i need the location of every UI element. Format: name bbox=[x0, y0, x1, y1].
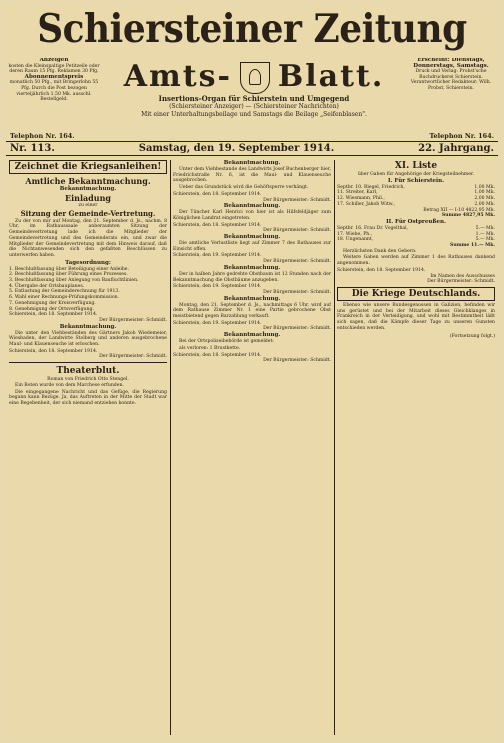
column-rule bbox=[334, 160, 335, 735]
donor-name: 17. Wiehe, Ph., bbox=[337, 231, 373, 237]
meeting-text: Zu der von mir auf Montag, den 21. September d. Js., nachm. 8 Uhr, im Rathaussaale anberaumten Sitzung der Gemeindevertretung lade ich die Mitglieder der Gemeindevertretung und des Gemeinderats ein, und zwar die Mitglieder der Gemeindevertretung mit dem Hinweis darauf, daß die Nichtanwesenden sich den gefaßten Beschlüssen zu unterwerfen haben. bbox=[9, 218, 167, 258]
donor-amount: 2,00 Mk. bbox=[474, 201, 495, 207]
signature: Der Bürgermeister: Schmidt. bbox=[263, 289, 331, 295]
notice-text: Unter dem Viehbestande des Landwirts Josef Buchenberger hier, Friedrichstraße Nr. 6, ist die Maul- und Klauenseuche ausgebrochen. bbox=[173, 167, 331, 184]
masthead-title: Schiersteiner Zeitung bbox=[37, 6, 467, 52]
total: Summe 11.— Mk. bbox=[450, 243, 495, 249]
publication-days: Erscheint: Dienstags, Donnerstags, Samstags. bbox=[413, 58, 489, 69]
donation-list-heading: XI. Liste bbox=[394, 161, 438, 171]
signature: Der Bürgermeister: Schmidt. bbox=[263, 228, 331, 234]
signature: Der Bürgermeister: Schmidt. bbox=[99, 354, 167, 360]
donation-list-1 bbox=[337, 185, 495, 208]
ads-text: kosten die Kleinspaltige Petitzeile oder deren Raum 15 Pfg. Reklamen 30 Pfg. bbox=[8, 63, 100, 75]
meeting-heading: Sitzung der Gemeinde-Vertretung. bbox=[20, 208, 156, 218]
serial-text: Ein Boten wurde von dem Marchese erfunden. bbox=[15, 382, 124, 388]
dateline bbox=[6, 141, 498, 156]
war-loan-headline: Zeichnet die Kriegsanleihen! bbox=[9, 160, 167, 174]
signature-date: Schierstein, den 18. September 1914. bbox=[337, 267, 426, 273]
serial-author: Roman von Friedrich Otto Stengel. bbox=[47, 377, 129, 383]
telephone-left: Telephon Nr. 164. bbox=[10, 132, 75, 140]
amtsblatt-subtitle3: Mit einer Unterhaltungsbeilage und Samstags die Beilage „Seifenblasen". bbox=[141, 111, 367, 118]
signature-date: Schierstein, den 18. September 1914. bbox=[173, 191, 262, 197]
notice-heading: Bekanntmachung. bbox=[223, 234, 281, 241]
notice-text: Die unter den Viehbeständen des Gärtners Jakob Wiedemeier, Wiesbaden, der Landwirte Stolberg und anderen ausgebrochene Maul- und Klauenseuche ist erloschen. bbox=[9, 330, 167, 348]
signature: Der Bürgermeister: Schmidt. bbox=[263, 326, 331, 332]
war-article-text: Ebenso wie unsere Bundesgenossen in Galizien, befinden wir uns gerüstet und bei der Mitarbeit dieses Gleichklanges in Frankreich in der Verteidigung, und wohl mit Bestimmtheit läßt sich sagen, daß die Kämpfe dieser Tage zu unseren Gunsten entschieden werden. bbox=[337, 302, 495, 331]
publisher-box bbox=[406, 58, 496, 130]
amtsblatt-subtitle: Insertions-Organ für Schierstein und Umgegend bbox=[158, 94, 350, 103]
amtsblatt-word2: Blatt. bbox=[277, 59, 385, 94]
notice-text: Die amtliche Verlustliste liegt auf Zimmer 7 des Rathauses zur Einsicht offen. bbox=[173, 241, 331, 252]
notice-heading: Bekanntmachung. bbox=[223, 332, 281, 339]
notice-text: als verloren: 1 Brustkette. bbox=[179, 345, 241, 351]
agenda-item: 2. Beschlußfassung über Führung eines Prozesses. bbox=[9, 272, 128, 278]
signature-date: Schierstein, den 19. September 1914. bbox=[173, 253, 262, 259]
donor-amount: 1,00 Mk. bbox=[474, 190, 495, 196]
notice-text: Der Tüncher Karl Henrici von hier ist als Hilfsfeldjäger zum Königlichen Landrat eingetreten. bbox=[173, 210, 331, 221]
editor-info: Verantwortlicher Redakteur: Wilh. Probst, Schierstein. bbox=[410, 80, 492, 91]
issue-number: Nr. 113. bbox=[10, 143, 55, 154]
donor-name: Septbr. 10. Riegel, Friedrich, bbox=[337, 184, 405, 190]
donor-name: 17. Schiller, Jakob Witw., bbox=[337, 201, 395, 207]
continued-note: (Fortsetzung folgt.) bbox=[449, 334, 495, 340]
agenda-item: 4. Übergabe der Ortsbauplanes. bbox=[9, 283, 85, 289]
column-1 bbox=[9, 160, 167, 735]
amtsblatt-subtitle2: (Schiersteiner Anzeiger) — (Schiersteiner Nachrichten) bbox=[169, 103, 339, 110]
donation-list-sub: über Gaben für Angehörige der Kriegsteilnehmer. bbox=[357, 172, 475, 177]
notice-heading: Bekanntmachung. bbox=[223, 203, 281, 210]
serial-text: Die eingegangene Nachricht und das Gefüge, die Regierung begann kann Bezüge. Ja, das Auftreten in der Mitte der Stadt war eine Begebenheit, der sich niemand entziehen konnte. bbox=[9, 389, 167, 406]
notice-text: Bei der Ortspolizeibehörde ist gemeldet: bbox=[179, 339, 274, 345]
agenda-item: 8. Genehmigung der Ortsverfügung. bbox=[9, 306, 94, 312]
subscription-heading: Abonnementspreis bbox=[24, 73, 84, 80]
ads-heading: Anzeigen bbox=[39, 58, 69, 63]
column-2 bbox=[173, 160, 331, 735]
donation-list-2 bbox=[337, 226, 495, 243]
signature-date: Schierstein, den 18. September 1914. bbox=[9, 348, 98, 354]
thanks-text: Herzlichsten Dank den Gebern. bbox=[343, 248, 417, 254]
newspaper-page bbox=[6, 4, 498, 739]
telephone-right: Telephon Nr. 164. bbox=[429, 132, 494, 140]
total: Summe 4827,95 Mk. bbox=[441, 213, 495, 219]
donor-name: 12. Wiesmann, Phil., bbox=[337, 196, 385, 202]
notice-text: Weitere Gaben werden auf Zimmer 1 des Rathauses dankend angenommen. bbox=[337, 255, 495, 267]
volume-year: 22. Jahrgang. bbox=[418, 143, 494, 154]
donor-amount: 5.— Mk. bbox=[475, 225, 495, 231]
notice-text: Montag, den 21. September d. Js., nachmittags 6 Uhr, wird auf dem Rathause Zimmer Nr. 1 eine Partie gebrochene Obst meistbietend gegen Barzahlung verkauft. bbox=[173, 302, 331, 320]
agenda-list bbox=[9, 267, 167, 313]
price-box bbox=[8, 58, 100, 130]
signature: Der Bürgermeister: Schmidt. bbox=[263, 358, 331, 364]
notice-heading: Bekanntmachung. bbox=[59, 186, 117, 192]
serial-title: Theaterblut. bbox=[56, 366, 120, 377]
issue-date: Samstag, den 19. September 1914. bbox=[138, 143, 335, 154]
signature: Der Bürgermeister: Schmidt. bbox=[99, 317, 167, 323]
signature: Im Namen des Ausschusses bbox=[430, 273, 495, 279]
subtotal: Betrag XII — I-10 4822,95 Mk. bbox=[423, 207, 495, 213]
donor-amount: 2,00 Mk. bbox=[474, 196, 495, 202]
donor-amount: 1,00 Mk. bbox=[474, 184, 495, 190]
signature: Der Bürgermeister: Schmidt. bbox=[427, 279, 495, 285]
subscription-text: monatlich 50 Pfg., mit Bringerlohn 55 Pfg. Durch die Post bezogen vierteljährlich 1.50 Mk. ausschl. Bestellgeld. bbox=[9, 80, 99, 103]
signature: Der Bürgermeister: Schmidt. bbox=[263, 259, 331, 265]
donation-section: I. Für Schierstein. bbox=[388, 177, 444, 184]
coat-of-arms-icon bbox=[240, 62, 270, 94]
agenda-item: 1. Beschlußfassung über Beteiligung einer Anleihe. bbox=[9, 266, 129, 272]
column-rule bbox=[170, 160, 171, 735]
notice-heading: Bekanntmachung. bbox=[223, 264, 281, 271]
war-article-headline: Die Kriege Deutschlands. bbox=[337, 287, 495, 301]
donor-amount: 1.— Mk. bbox=[475, 231, 495, 237]
amtsblatt-header bbox=[104, 60, 404, 119]
printer-info: Druck und Verlag: Probst'sche Buchdruckerei Schierstein. bbox=[415, 69, 487, 80]
masthead bbox=[6, 4, 498, 54]
donor-amount: 5.— Mk. bbox=[475, 237, 495, 243]
donation-section: II. Für Ostpreußen. bbox=[386, 218, 446, 225]
signature: Der Bürgermeister: Schmidt. bbox=[263, 197, 331, 203]
signature-date: Schierstein, den 19. September 1914. bbox=[173, 284, 262, 290]
agenda-item: 3. Beschlußfassung über Anlegung von Baufluchtlinien. bbox=[9, 278, 139, 284]
agenda-item: 6. Wahl einer Rechnungs-Prüfungskommission. bbox=[9, 295, 120, 301]
donor-name: 11. Streiter, Karl, bbox=[337, 190, 378, 196]
donor-name: 18. Ungenannt, bbox=[337, 237, 374, 243]
notice-heading: Bekanntmachung. bbox=[223, 160, 281, 166]
amtsblatt-word1: Amts- bbox=[123, 59, 232, 94]
notice-heading: Bekanntmachung. bbox=[59, 323, 117, 330]
signature-date: Schierstein, den 18. September 1914. bbox=[9, 312, 98, 318]
donor-name: Septbr. 16. Frau Dr. Vogelthal, bbox=[337, 225, 409, 231]
notice-text: Der in halben Jahre gedrehte Obstbaum ist 12 Stunden nach der Bekanntmachung die Obstbäume anzugeben. bbox=[173, 271, 331, 283]
invitation-sub: zu einer bbox=[78, 203, 98, 208]
signature-date: Schierstein, den 19. September 1914. bbox=[173, 320, 262, 326]
column-3 bbox=[337, 160, 495, 735]
invitation-heading: Einladung bbox=[65, 193, 111, 203]
agenda-item: 5. Entlastung der Gemeinderechnung für 1913. bbox=[9, 289, 120, 295]
official-section-heading: Amtliche Bekanntmachung. bbox=[25, 176, 151, 186]
agenda-item: 7. Genehmigung der Kreisverfügung. bbox=[9, 300, 96, 306]
notice-text: Ueber das Grundstück wird die Gehöftsperre verhängt. bbox=[179, 185, 309, 191]
signature-date: Schierstein, den 18. September 1914. bbox=[173, 222, 262, 228]
notice-heading: Bekanntmachung. bbox=[223, 295, 281, 302]
signature-date: Schierstein, den 18. September 1914. bbox=[173, 352, 262, 358]
agenda-heading: Tagesordnung: bbox=[65, 259, 111, 266]
